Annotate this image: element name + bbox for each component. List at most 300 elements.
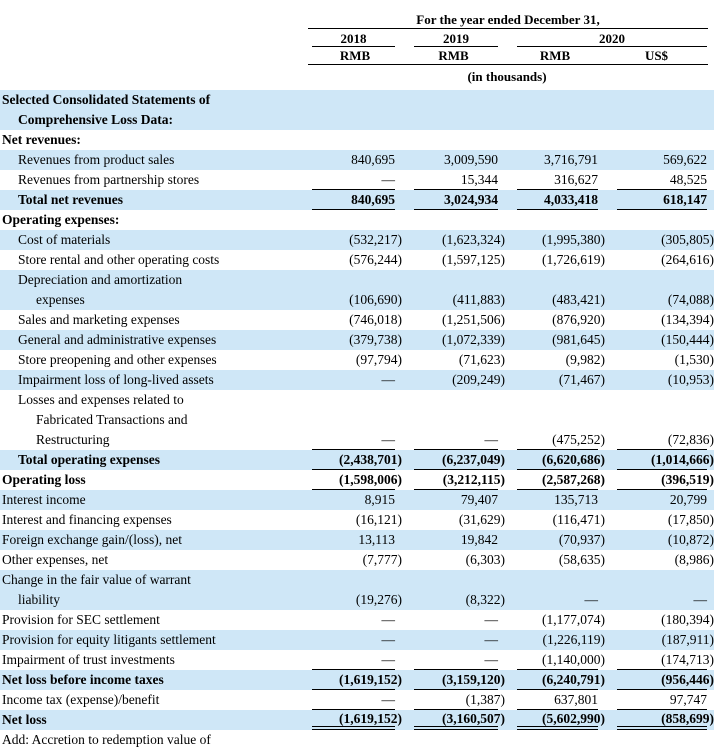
row-label-line: Total net revenues [18,192,124,207]
nil-dash: — [484,612,498,627]
value-text: (9,982) [565,352,605,367]
nil-dash: — [381,652,395,667]
value-text: (8,322) [465,592,505,607]
value-text: (396,519) [661,472,714,487]
value-cell [402,150,505,170]
value-cell [402,590,505,610]
row-label-line: Depreciation and amortization [18,272,183,287]
value-text: (2,438,701) [339,452,402,467]
header-spacer [0,65,300,86]
value-cell [505,130,605,150]
value-text: (116,471) [552,512,605,527]
header-years-row [0,29,714,47]
currency-rmb-2018: RMB [339,48,371,63]
value-cell [300,590,402,610]
value-cell [605,650,714,670]
value-cell [402,330,505,350]
value-cell [605,550,714,570]
table-row [0,670,714,690]
value-cell [505,530,605,550]
row-label [0,570,300,610]
value-cell [605,290,714,310]
value-cell [505,710,605,730]
value-text: 316,627 [554,172,598,187]
value-text: 15,344 [460,172,498,187]
value-cell [605,610,714,630]
table-body [0,90,714,750]
row-label [0,670,300,690]
row-label [0,550,300,570]
row-label-line: Operating expenses: [2,212,120,227]
value-text: 19,842 [460,532,498,547]
row-label-line: Foreign exchange gain/(loss), net [2,532,182,547]
value-cell [505,370,605,390]
value-cell [402,550,505,570]
value-cell [505,310,605,330]
value-text: (1,014,666) [651,452,714,467]
value-cell [605,210,714,230]
table-header [0,0,714,86]
value-text: 3,024,934 [444,192,498,207]
table-row [0,630,714,650]
row-label [0,710,300,730]
value-cell [605,730,714,750]
value-cell [402,530,505,550]
value-cell [402,710,505,730]
value-text: (74,088) [667,292,714,307]
value-cell [605,310,714,330]
row-label-line: Interest and financing expenses [2,512,172,527]
value-text: (70,937) [558,532,605,547]
nil-dash: — [484,652,498,667]
row-label-line: Selected Consolidated Statements of [2,92,211,107]
value-text: 79,407 [460,492,498,507]
value-text: (379,738) [349,332,402,347]
value-cell [505,610,605,630]
table-row [0,690,714,710]
value-text: (8,986) [674,552,714,567]
row-label [0,650,300,670]
header-spacer [0,12,300,29]
value-text: (858,699) [661,711,714,726]
value-text: (6,303) [465,552,505,567]
value-cell [402,650,505,670]
table-row [0,470,714,490]
row-label [0,270,300,310]
value-text: (6,237,049) [442,452,505,467]
row-label [0,490,300,510]
table-row [0,150,714,170]
value-text: 3,716,791 [544,152,598,167]
header-spacer [0,29,300,47]
nil-dash: — [381,612,395,627]
row-label [0,390,300,450]
value-cell [300,290,402,310]
value-cell [505,330,605,350]
value-cell [402,290,505,310]
value-cell [505,450,605,470]
value-text: 13,113 [358,532,395,547]
row-label-line: Losses and expenses related to [18,392,184,407]
value-text: (1,226,119) [542,632,605,647]
table-row [0,310,714,330]
year-2018-label: 2018 [312,31,395,47]
value-cell [402,130,505,150]
nil-dash: — [584,592,598,607]
value-cell [402,730,505,750]
value-cell [300,250,402,270]
nil-dash: — [381,692,395,707]
value-cell [605,450,714,470]
value-cell [402,690,505,710]
value-text: (72,836) [667,432,714,447]
value-cell [402,370,505,390]
table-row [0,90,714,130]
value-text: 840,695 [351,152,395,167]
nil-dash: — [381,372,395,387]
table-row [0,210,714,230]
value-text: (1,598,006) [339,472,402,487]
value-cell [402,470,505,490]
row-label-line: Revenues from partnership stores [18,172,200,187]
row-label [0,90,300,130]
value-cell [605,370,714,390]
nil-dash: — [381,432,395,447]
value-cell [505,150,605,170]
table-row [0,570,714,610]
value-text: (31,629) [458,512,505,527]
row-label-line: Net loss [2,712,47,727]
value-cell [605,170,714,190]
year-2020-label: 2020 [517,31,707,47]
value-text: (1,140,000) [542,652,605,667]
value-text: 569,622 [663,152,707,167]
table-row [0,350,714,370]
value-cell [605,190,714,210]
value-cell [505,650,605,670]
value-text: (180,394) [661,612,714,627]
value-text: 97,747 [669,692,707,707]
row-label [0,730,300,750]
row-label-line: Comprehensive Loss Data: [18,112,173,127]
value-cell [605,710,714,730]
table-row [0,170,714,190]
row-label-line: Impairment of trust investments [2,652,175,667]
table-row [0,190,714,210]
value-text: (6,240,791) [542,672,605,687]
value-cell [505,170,605,190]
row-label [0,330,300,350]
value-text: (209,249) [452,372,505,387]
value-cell [402,230,505,250]
value-cell [300,690,402,710]
row-label [0,370,300,390]
nil-dash: — [381,632,395,647]
value-cell [605,330,714,350]
currency-usd-2020: US$ [644,48,669,63]
value-text: (71,623) [458,352,505,367]
table-row [0,510,714,530]
value-cell [605,690,714,710]
value-text: (1,619,152) [339,711,402,726]
value-cell [505,110,605,130]
row-label-line: Other expenses, net [2,552,109,567]
value-cell [300,170,402,190]
value-text: (3,160,507) [442,711,505,726]
row-label-line: Provision for equity litigants settlement [2,632,216,647]
value-cell [402,110,505,130]
units-note: (in thousands) [467,69,547,84]
row-label [0,450,300,470]
value-cell [505,670,605,690]
value-text: 20,799 [669,492,707,507]
value-text: 4,033,418 [544,192,598,207]
row-label [0,250,300,270]
value-cell [505,230,605,250]
row-label-line: liability [18,592,60,607]
row-label-line: Impairment loss of long-lived assets [18,372,214,387]
value-cell [605,630,714,650]
value-cell [402,670,505,690]
value-text: 135,713 [554,492,598,507]
value-text: (1,726,619) [542,252,605,267]
header-title: For the year ended December 31, [308,12,708,29]
value-text: (19,276) [355,592,402,607]
value-cell [605,530,714,550]
value-text: (5,602,990) [542,711,605,726]
row-label [0,510,300,530]
value-cell [402,350,505,370]
value-cell [605,150,714,170]
value-cell [402,610,505,630]
value-text: (1,597,125) [442,252,505,267]
table-row [0,270,714,310]
table-row [0,130,714,150]
row-label [0,530,300,550]
value-cell [300,470,402,490]
value-cell [505,630,605,650]
value-cell [605,230,714,250]
currency-rmb-2020: RMB [539,48,571,63]
value-text: (10,953) [667,372,714,387]
value-cell [505,250,605,270]
value-cell [300,330,402,350]
row-label [0,230,300,250]
value-cell [505,470,605,490]
value-cell [300,510,402,530]
value-text: (956,446) [661,672,714,687]
value-cell [300,210,402,230]
value-cell [300,230,402,250]
table-row [0,370,714,390]
value-text: (305,805) [661,232,714,247]
value-text: (264,616) [661,252,714,267]
row-label [0,350,300,370]
value-text: (3,212,115) [442,472,505,487]
row-label-line: Store rental and other operating costs [18,252,220,267]
row-label [0,190,300,210]
row-label-line: Provision for SEC settlement [2,612,160,627]
value-cell [300,490,402,510]
row-label [0,130,300,150]
row-label [0,310,300,330]
value-cell [402,490,505,510]
value-text: (1,251,506) [442,312,505,327]
value-cell [300,670,402,690]
nil-dash: — [484,432,498,447]
table-row [0,490,714,510]
value-cell [505,690,605,710]
value-text: (1,623,324) [442,232,505,247]
table-row [0,610,714,630]
value-cell [505,590,605,610]
row-label-line: General and administrative expenses [18,332,217,347]
table-row [0,330,714,350]
value-cell [605,470,714,490]
value-cell [505,290,605,310]
value-text: (483,421) [552,292,605,307]
header-title-row [0,12,714,29]
value-cell [605,110,714,130]
value-text: (106,690) [349,292,402,307]
value-text: (7,777) [362,552,402,567]
value-cell [505,210,605,230]
value-cell [505,190,605,210]
table-row [0,250,714,270]
value-text: (576,244) [349,252,402,267]
value-text: (174,713) [661,652,714,667]
value-cell [300,530,402,550]
value-cell [300,710,402,730]
row-label-line: Revenues from product sales [18,152,175,167]
value-cell [402,190,505,210]
value-text: (2,587,268) [542,472,605,487]
row-label [0,170,300,190]
row-label [0,470,300,490]
value-text: 618,147 [663,192,707,207]
value-cell [402,310,505,330]
value-text: (475,252) [552,432,605,447]
value-text: (3,159,120) [442,672,505,687]
value-cell [505,350,605,370]
row-label [0,610,300,630]
value-cell [605,250,714,270]
table-row [0,390,714,450]
value-cell [300,310,402,330]
nil-dash: — [484,632,498,647]
value-cell [605,590,714,610]
value-text: 48,525 [669,172,707,187]
header-note-row [0,65,714,86]
row-label-line: Operating loss [2,472,86,487]
value-cell [300,430,402,450]
nil-dash: — [693,592,707,607]
value-text: (187,911) [661,632,714,647]
row-label [0,150,300,170]
value-cell [300,450,402,470]
value-cell [300,130,402,150]
value-cell [505,550,605,570]
row-label [0,630,300,650]
value-text: (17,850) [667,512,714,527]
row-label-line: Sales and marketing expenses [18,312,180,327]
value-text: (1,072,339) [442,332,505,347]
value-text: 3,009,590 [444,152,498,167]
value-cell [605,510,714,530]
value-cell [300,610,402,630]
value-text: (411,883) [452,292,505,307]
value-text: (1,177,074) [542,612,605,627]
row-label-line: Net loss before income taxes [2,672,164,687]
value-cell [505,430,605,450]
table-row [0,450,714,470]
value-cell [605,490,714,510]
value-cell [300,630,402,650]
table-row [0,730,714,750]
year-2019-label: 2019 [414,31,498,47]
row-label-line: Cost of materials [18,232,111,247]
value-cell [300,350,402,370]
value-text: (71,467) [558,372,605,387]
value-cell [402,450,505,470]
value-text: (981,645) [552,332,605,347]
value-text: (150,444) [661,332,714,347]
value-text: (6,620,686) [542,452,605,467]
value-cell [505,730,605,750]
value-cell [300,110,402,130]
nil-dash: — [381,172,395,187]
row-label [0,210,300,230]
value-cell [402,510,505,530]
table-row [0,530,714,550]
row-label-line: Change in the fair value of warrant [2,572,191,587]
currency-rmb-2019: RMB [438,48,469,63]
row-label [0,690,300,710]
value-cell [300,650,402,670]
value-cell [300,190,402,210]
value-text: (16,121) [355,512,402,527]
header-spacer [0,47,300,65]
table-row [0,710,714,730]
value-text: (1,387) [465,692,505,707]
value-text: (1,619,152) [339,672,402,687]
row-label-line: Store preopening and other expenses [18,352,217,367]
value-cell [402,210,505,230]
row-label-line: expenses [36,292,85,307]
value-text: 840,695 [351,192,395,207]
value-cell [605,670,714,690]
row-label-line: Total operating expenses [18,452,161,467]
value-cell [605,350,714,370]
row-label-line: Restructuring [36,432,110,447]
header-currency-row [0,47,714,65]
table-row [0,650,714,670]
value-text: (1,995,380) [542,232,605,247]
value-cell [402,630,505,650]
row-label-line: Fabricated Transactions and [36,412,188,427]
value-cell [300,370,402,390]
value-cell [402,170,505,190]
value-cell [300,150,402,170]
value-text: 637,801 [554,692,598,707]
currency-underline [308,48,708,65]
row-label-line: Net revenues: [2,132,81,147]
value-cell [505,510,605,530]
value-cell [605,130,714,150]
row-label-line: Interest income [2,492,86,507]
value-text: (58,635) [558,552,605,567]
table-row [0,550,714,570]
